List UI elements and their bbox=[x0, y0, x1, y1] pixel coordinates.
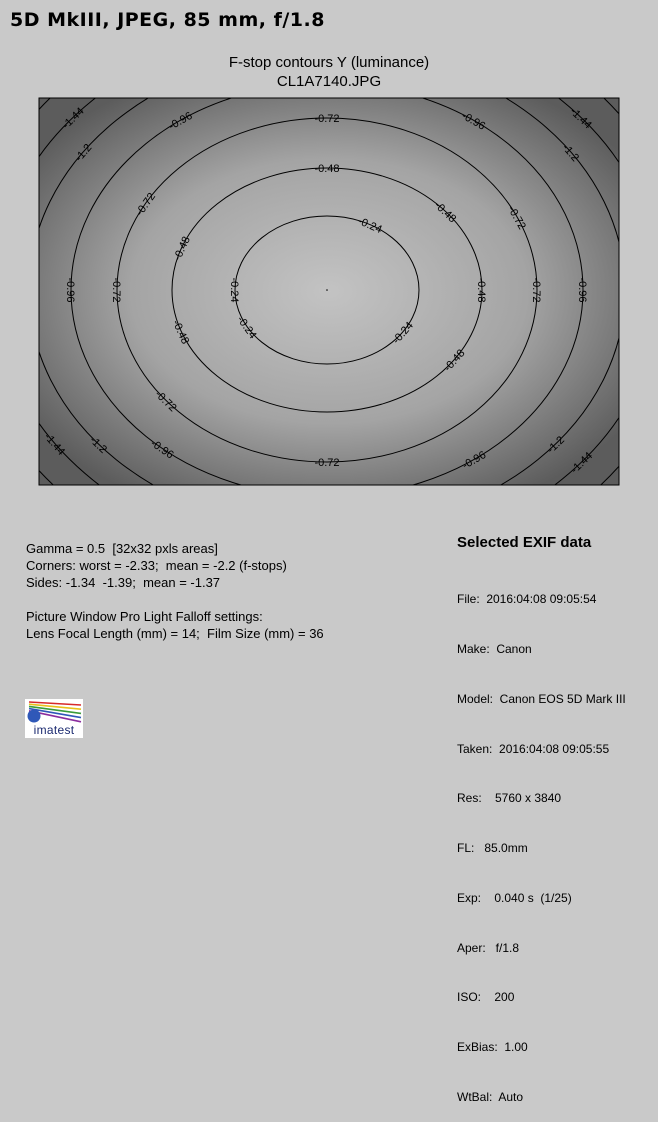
gamma-text: Gamma = 0.5 [32x32 pxls areas] bbox=[26, 541, 218, 556]
results-block bbox=[26, 541, 287, 591]
contour-label: -0.48 bbox=[431, 199, 459, 226]
contour-label: -1.44 bbox=[568, 449, 596, 476]
contour-label: -1.2 bbox=[87, 434, 110, 456]
settings-block bbox=[26, 609, 324, 643]
contour-label: -0.96 bbox=[576, 277, 588, 303]
contour-label: -0.72 bbox=[133, 190, 159, 219]
exif-row: Model: Canon EOS 5D Mark III bbox=[457, 691, 626, 706]
contour-label: -0.72 bbox=[505, 203, 528, 232]
chart-title: F-stop contours Y (luminance) bbox=[228, 54, 430, 71]
exif-row: Make: Canon bbox=[457, 641, 532, 656]
contour-label: -0.48 bbox=[171, 234, 193, 263]
exif-row: FL: 85.0mm bbox=[457, 841, 528, 856]
contour-label: -0.96 bbox=[64, 277, 76, 303]
logo-dot bbox=[28, 710, 41, 723]
contour-label: -0.72 bbox=[314, 113, 340, 125]
exif-row: Aper: f/1.8 bbox=[457, 940, 520, 955]
contour-label: -0.96 bbox=[460, 449, 489, 472]
contour-label: -1.44 bbox=[60, 105, 87, 132]
contour-label: -0.96 bbox=[459, 109, 488, 133]
contour-label: -0.48 bbox=[441, 347, 468, 375]
exif-list bbox=[457, 558, 626, 1122]
contour-label: -0.48 bbox=[314, 163, 340, 175]
contour-label: -1.44 bbox=[41, 430, 68, 458]
imatest-logo bbox=[25, 699, 83, 738]
contour-label: -1.2 bbox=[559, 141, 582, 165]
exif-row: ISO: 200 bbox=[457, 990, 515, 1005]
contour-label: -0.96 bbox=[166, 109, 195, 133]
contour-label: -0.48 bbox=[169, 318, 192, 347]
exif-row: File: 2016:04:08 09:05:54 bbox=[457, 592, 597, 607]
corners-text: Corners: worst = -2.33; mean = -2.2 (f-stops) bbox=[26, 557, 287, 573]
contour-label: -0.24 bbox=[390, 319, 416, 347]
chart-subtitle: CL1A7140.JPG bbox=[276, 73, 382, 90]
center-marker bbox=[326, 289, 328, 291]
contour-label: -0.72 bbox=[110, 277, 122, 303]
sides-text: Sides: -1.34 -1.39; mean = -1.37 bbox=[26, 574, 221, 590]
contour-label: -0.24 bbox=[228, 277, 240, 303]
contour-label: -0.24 bbox=[234, 313, 259, 342]
contour-label: -0.48 bbox=[475, 277, 487, 303]
contour-label: -0.96 bbox=[148, 437, 176, 462]
logo-graphic bbox=[25, 699, 83, 725]
exif-row: Taken: 2016:04:08 09:05:55 bbox=[457, 741, 610, 756]
contour-label: -0.24 bbox=[355, 215, 384, 237]
logo-text: imatest bbox=[33, 723, 75, 737]
settings-values: Lens Focal Length (mm) = 14; Film Size (mm) = 36 bbox=[26, 625, 324, 641]
settings-heading: Picture Window Pro Light Falloff settings: bbox=[26, 609, 263, 624]
contour-label: -1.2 bbox=[544, 434, 567, 456]
exif-row: WtBal: Auto bbox=[457, 1090, 524, 1104]
exif-row: Exp: 0.040 s (1/25) bbox=[457, 890, 572, 905]
contour-label: -0.72 bbox=[314, 457, 340, 469]
contour-label: -1.2 bbox=[72, 141, 95, 165]
contour-label: -0.72 bbox=[530, 277, 542, 303]
exif-row: ExBias: 1.00 bbox=[457, 1040, 528, 1055]
page-heading: 5D MkIII, JPEG, 85 mm, f/1.8 bbox=[10, 9, 325, 31]
exif-row: Res: 5760 x 3840 bbox=[457, 791, 562, 806]
contour-label: -1.44 bbox=[567, 105, 594, 132]
exif-title: Selected EXIF data bbox=[457, 534, 592, 551]
contour-label: -0.72 bbox=[152, 388, 179, 415]
